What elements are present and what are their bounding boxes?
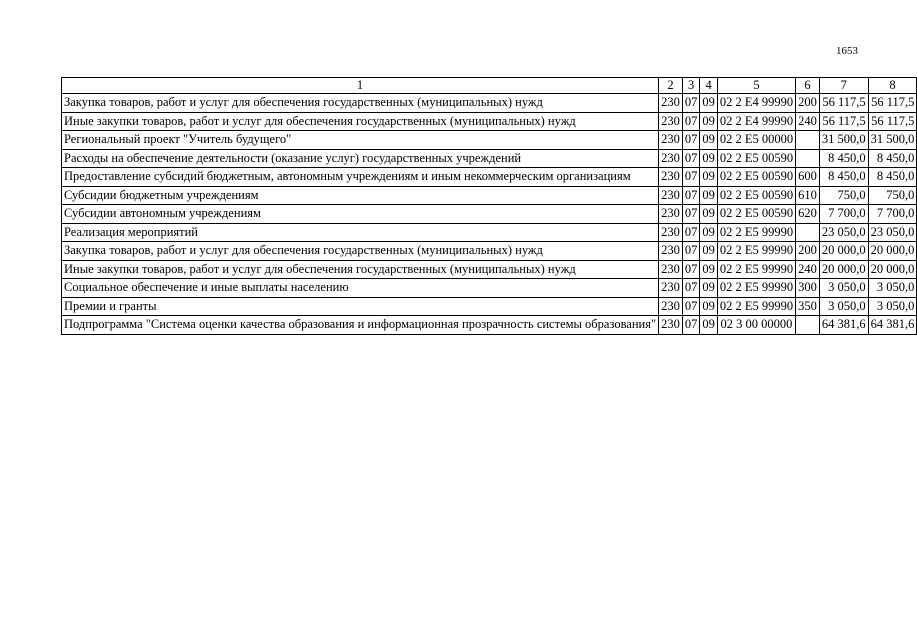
table-row	[62, 242, 917, 261]
section-cell: 07	[682, 112, 700, 131]
amount-cell: 20 000,0	[868, 242, 917, 261]
amount-cell: 8 450,0	[868, 149, 917, 168]
admin-code-cell: 230	[659, 316, 683, 335]
subsection-cell: 09	[700, 94, 718, 113]
table-row	[62, 149, 917, 168]
subsection-cell: 09	[700, 205, 718, 224]
amount-cell: 20 000,0	[819, 260, 868, 279]
amount-cell: 7 700,0	[819, 205, 868, 224]
section-cell: 07	[682, 205, 700, 224]
table-row	[62, 223, 917, 242]
amount-cell: 3 050,0	[819, 279, 868, 298]
target-item-cell: 02 2 E5 99990	[717, 279, 795, 298]
amount-cell: 8 450,0	[868, 168, 917, 187]
row-name-cell: Иные закупки товаров, работ и услуг для обеспечения государственных (муниципальных) нужд	[62, 112, 659, 131]
amount-cell: 8 450,0	[819, 168, 868, 187]
target-item-cell: 02 2 E5 00590	[717, 186, 795, 205]
table-row	[62, 168, 917, 187]
amount-cell: 3 050,0	[868, 297, 917, 316]
amount-cell: 7 700,0	[868, 205, 917, 224]
admin-code-cell: 230	[659, 112, 683, 131]
row-name-cell: Подпрограмма "Система оценки качества образования и информационная прозрачность системы образования"	[62, 316, 659, 335]
table-row	[62, 205, 917, 224]
subsection-cell: 09	[700, 223, 718, 242]
admin-code-cell: 230	[659, 260, 683, 279]
target-item-cell: 02 2 E4 99990	[717, 112, 795, 131]
admin-code-cell: 230	[659, 242, 683, 261]
amount-cell: 3 050,0	[819, 297, 868, 316]
admin-code-cell: 230	[659, 223, 683, 242]
table-row	[62, 279, 917, 298]
section-cell: 07	[682, 223, 700, 242]
section-cell: 07	[682, 131, 700, 150]
amount-cell: 23 050,0	[819, 223, 868, 242]
table-row	[62, 131, 917, 150]
target-item-cell: 02 2 E5 99990	[717, 242, 795, 261]
section-cell: 07	[682, 94, 700, 113]
expense-type-cell: 610	[796, 186, 820, 205]
amount-cell: 3 050,0	[868, 279, 917, 298]
amount-cell: 56 117,5	[868, 94, 917, 113]
amount-cell: 56 117,5	[819, 112, 868, 131]
admin-code-cell: 230	[659, 131, 683, 150]
admin-code-cell: 230	[659, 149, 683, 168]
column-header: 6	[796, 78, 820, 94]
subsection-cell: 09	[700, 168, 718, 187]
page-number: 1653	[836, 45, 858, 57]
section-cell: 07	[682, 297, 700, 316]
section-cell: 07	[682, 260, 700, 279]
section-cell: 07	[682, 316, 700, 335]
budget-table	[61, 77, 917, 335]
row-name-cell: Региональный проект "Учитель будущего"	[62, 131, 659, 150]
subsection-cell: 09	[700, 186, 718, 205]
row-name-cell: Реализация мероприятий	[62, 223, 659, 242]
target-item-cell: 02 2 E5 99990	[717, 223, 795, 242]
expense-type-cell	[796, 131, 820, 150]
admin-code-cell: 230	[659, 186, 683, 205]
amount-cell: 8 450,0	[819, 149, 868, 168]
row-name-cell: Премии и гранты	[62, 297, 659, 316]
column-header: 2	[659, 78, 683, 94]
admin-code-cell: 230	[659, 205, 683, 224]
table-row	[62, 186, 917, 205]
expense-type-cell: 620	[796, 205, 820, 224]
subsection-cell: 09	[700, 316, 718, 335]
expense-type-cell: 350	[796, 297, 820, 316]
table-row	[62, 297, 917, 316]
amount-cell: 750,0	[868, 186, 917, 205]
subsection-cell: 09	[700, 149, 718, 168]
amount-cell: 20 000,0	[819, 242, 868, 261]
target-item-cell: 02 2 E5 99990	[717, 297, 795, 316]
amount-cell: 64 381,6	[819, 316, 868, 335]
table-header-row	[62, 78, 917, 94]
section-cell: 07	[682, 186, 700, 205]
table-row	[62, 316, 917, 335]
row-name-cell: Расходы на обеспечение деятельности (оказание услуг) государственных учреждений	[62, 149, 659, 168]
column-header: 4	[700, 78, 718, 94]
subsection-cell: 09	[700, 242, 718, 261]
table-body	[62, 94, 917, 335]
amount-cell: 23 050,0	[868, 223, 917, 242]
column-header: 7	[819, 78, 868, 94]
amount-cell: 56 117,5	[868, 112, 917, 131]
row-name-cell: Субсидии автономным учреждениям	[62, 205, 659, 224]
amount-cell: 750,0	[819, 186, 868, 205]
row-name-cell: Предоставление субсидий бюджетным, автономным учреждениям и иным некоммерческим организациям	[62, 168, 659, 187]
target-item-cell: 02 2 E5 99990	[717, 260, 795, 279]
amount-cell: 56 117,5	[819, 94, 868, 113]
table-row	[62, 260, 917, 279]
expense-type-cell	[796, 223, 820, 242]
column-header: 5	[717, 78, 795, 94]
amount-cell: 64 381,6	[868, 316, 917, 335]
column-header: 1	[62, 78, 659, 94]
table-row	[62, 112, 917, 131]
expense-type-cell: 600	[796, 168, 820, 187]
target-item-cell: 02 2 E5 00590	[717, 149, 795, 168]
amount-cell: 31 500,0	[819, 131, 868, 150]
subsection-cell: 09	[700, 297, 718, 316]
subsection-cell: 09	[700, 260, 718, 279]
section-cell: 07	[682, 168, 700, 187]
target-item-cell: 02 2 E5 00000	[717, 131, 795, 150]
target-item-cell: 02 2 E5 00590	[717, 168, 795, 187]
subsection-cell: 09	[700, 131, 718, 150]
admin-code-cell: 230	[659, 279, 683, 298]
section-cell: 07	[682, 242, 700, 261]
row-name-cell: Социальное обеспечение и иные выплаты населению	[62, 279, 659, 298]
column-header: 3	[682, 78, 700, 94]
subsection-cell: 09	[700, 279, 718, 298]
subsection-cell: 09	[700, 112, 718, 131]
amount-cell: 20 000,0	[868, 260, 917, 279]
row-name-cell: Субсидии бюджетным учреждениям	[62, 186, 659, 205]
row-name-cell: Закупка товаров, работ и услуг для обеспечения государственных (муниципальных) нужд	[62, 94, 659, 113]
amount-cell: 31 500,0	[868, 131, 917, 150]
section-cell: 07	[682, 279, 700, 298]
target-item-cell: 02 2 E5 00590	[717, 205, 795, 224]
admin-code-cell: 230	[659, 168, 683, 187]
target-item-cell: 02 3 00 00000	[717, 316, 795, 335]
expense-type-cell: 200	[796, 242, 820, 261]
admin-code-cell: 230	[659, 297, 683, 316]
expense-type-cell: 240	[796, 260, 820, 279]
table-row	[62, 94, 917, 113]
target-item-cell: 02 2 E4 99990	[717, 94, 795, 113]
column-header: 8	[868, 78, 917, 94]
row-name-cell: Иные закупки товаров, работ и услуг для обеспечения государственных (муниципальных) нужд	[62, 260, 659, 279]
expense-type-cell: 240	[796, 112, 820, 131]
admin-code-cell: 230	[659, 94, 683, 113]
section-cell: 07	[682, 149, 700, 168]
expense-type-cell	[796, 149, 820, 168]
row-name-cell: Закупка товаров, работ и услуг для обеспечения государственных (муниципальных) нужд	[62, 242, 659, 261]
expense-type-cell: 200	[796, 94, 820, 113]
expense-type-cell	[796, 316, 820, 335]
expense-type-cell: 300	[796, 279, 820, 298]
